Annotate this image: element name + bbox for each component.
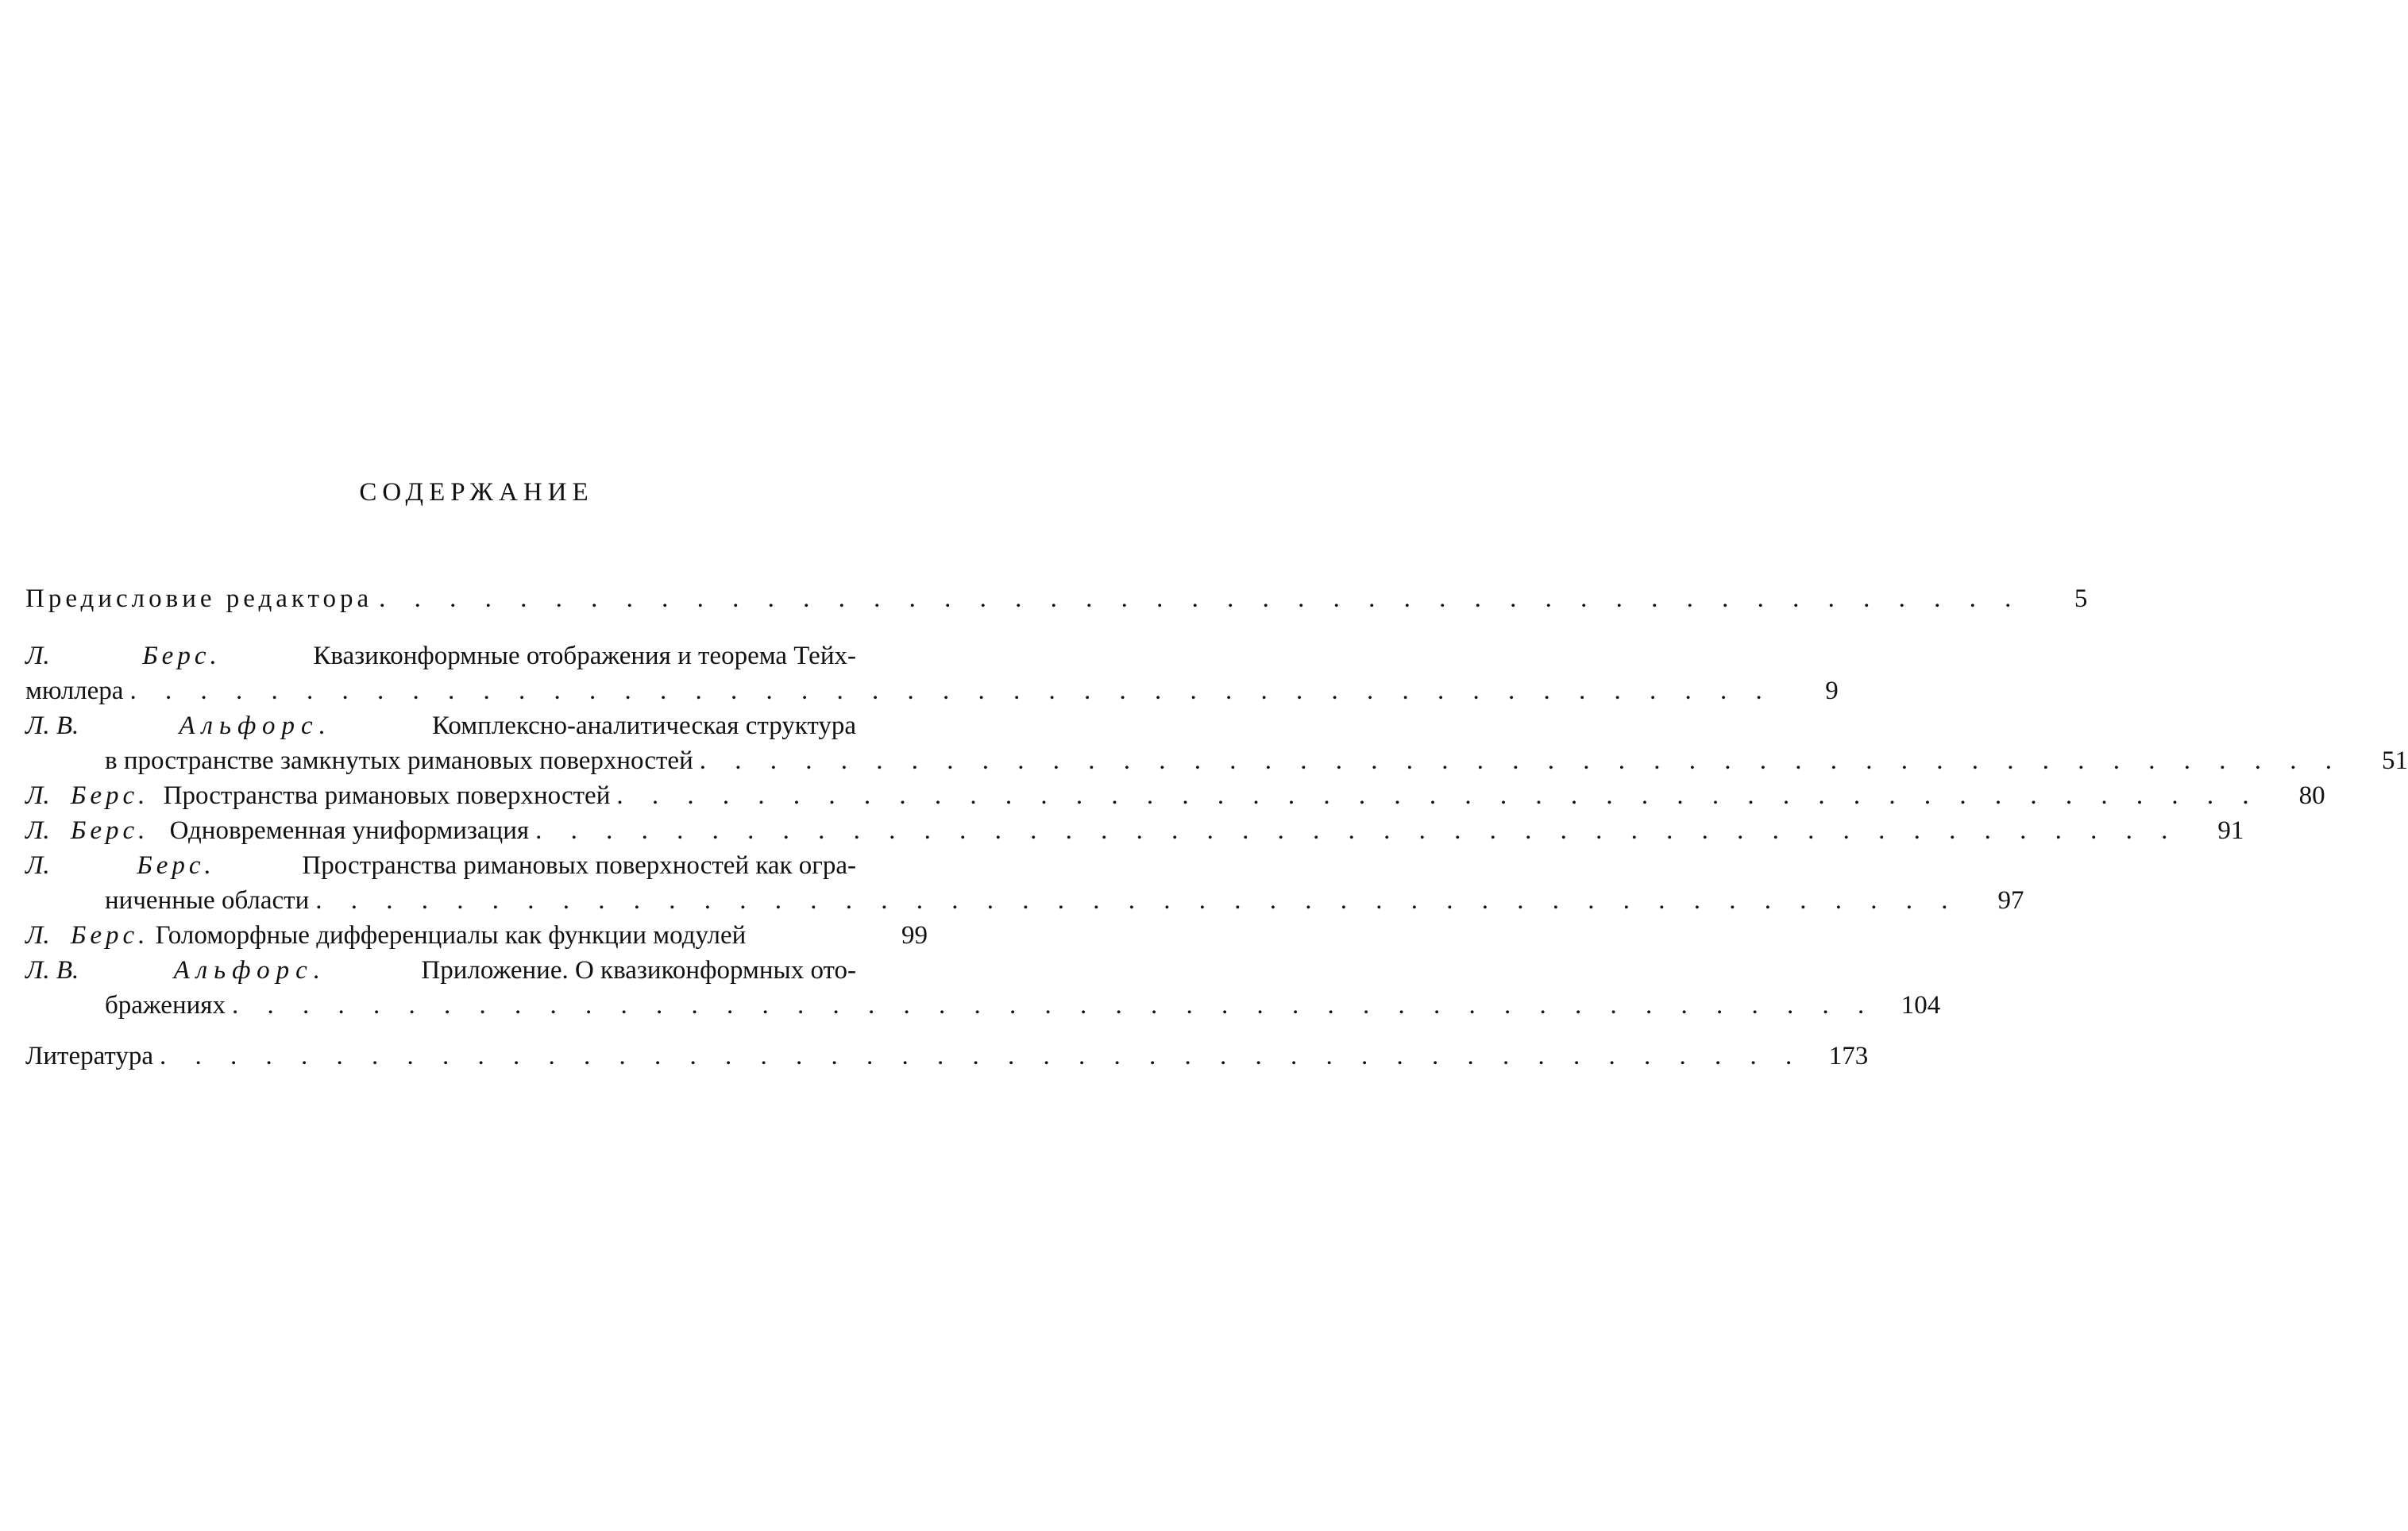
author-name: Берс. [70,921,149,950]
author-name: Берс. [70,781,149,810]
toc-entry-title: Комплексно-аналитическая структура [432,712,856,740]
toc-entry-title: Приложение. О квазиконформных ото- [421,956,856,985]
toc-entry-title: Пространства римановых поверхностей [163,781,611,810]
dot-leader: . . . . . . . . . . . . . . . . . . . . . . . . . . . . . . . . . . . . . . . . . . . . . . . [379,584,2023,613]
author-name: Берс. [137,851,215,880]
author-initials: Л. В. [25,712,79,740]
author-initials: Л. [25,851,50,880]
toc-entry-title: Квазиконформные отображения и теорема Тейх- [313,642,856,670]
toc-page-number: 9 [1825,677,1839,705]
dot-leader: . . . . . . . . . . . . . . . . . . . . . . . . . . . . . . . . . . . . . . . . . . . . . . . [535,816,2179,845]
author-initials: Л. [25,642,50,670]
author-name: Альфорс. [179,712,332,740]
dot-leader: . . . . . . . . . . . . . . . . . . . . . . . . . . . . . . . . . . . . . . . . . . . . . . . [616,781,2260,810]
toc-entry-line [105,743,2408,778]
toc-entry-line [25,918,928,953]
toc-entry-title: Литература [25,1042,154,1070]
dot-leader: . . . . . . . . . . . . . . . . . . . . . . . . . . . . . . . . . . . . . . . . . . . . . . . [315,886,1959,915]
toc-entry-line [25,673,1839,708]
author-initials: Л. [25,781,50,810]
toc-entry-title-continued: в пространстве замкнутых римановых поверхностей [105,746,693,775]
toc-entry-title-continued: мюллера [25,677,124,705]
dot-leader: . . . . . . . . . . . . . . . . . . . . . . . . . . . . . . . . . . . . . . . . . . . . . . . [231,991,1876,1020]
author-initials: Л. В. [25,956,79,985]
page-title: СОДЕРЖАНИЕ [359,478,594,507]
dot-leader: . . . . . . . . . . . . . . . . . . . . . . . . . . . . . . . . . . . . . . . . . . . . . . . [699,746,2343,775]
toc-page-number: 173 [1828,1042,1869,1070]
toc-page-number: 80 [2298,781,2325,810]
toc-entry-title: Пространства римановых поверхностей как огра- [302,851,856,880]
toc-page-number: 104 [1901,991,1941,1020]
author-name: Альфорс. [173,956,327,985]
toc-entry-title-continued: ниченные области [105,886,310,915]
toc-entry-line [25,848,856,883]
toc-entry-line [25,813,2244,848]
toc-page-number: 97 [1997,886,2024,915]
toc-entry-line [25,708,856,743]
toc-entry-line [25,638,856,673]
author-name: Берс. [70,816,149,845]
toc-entry-bibliography [25,1039,1869,1074]
toc-entry-title: Голоморфные дифференциалы как функции модулей [155,921,747,950]
dot-leader: . . . . . . . . . . . . . . . . . . . . . . . . . . . . . . . . . . . . . . . . . . . . . . . [160,1042,1804,1070]
toc-page-number: 5 [2074,584,2088,613]
author-initials: Л. [25,816,50,845]
toc-entry-title: Предисловие редактора [25,584,373,613]
toc-entry-line [105,883,2024,918]
toc-entry-line [25,778,2325,813]
toc-entry-line [105,988,1941,1023]
toc-entry-preface [25,581,2088,616]
dot-leader: . . . . . . . . . . . . . . . . . . . . . . . . . . . . . . . . . . . . . . . . . . . . . . . [129,677,1773,705]
toc-entry-line [25,953,856,988]
author-name: Берс. [142,642,221,670]
toc-page-number: 51 [2381,746,2408,775]
toc-entry-title-continued: бражениях [105,991,226,1020]
toc-entry-title: Одновременная униформизация [169,816,530,845]
toc-page-number: 99 [901,921,928,950]
toc-page-number: 91 [2217,816,2244,845]
author-initials: Л. [25,921,50,950]
